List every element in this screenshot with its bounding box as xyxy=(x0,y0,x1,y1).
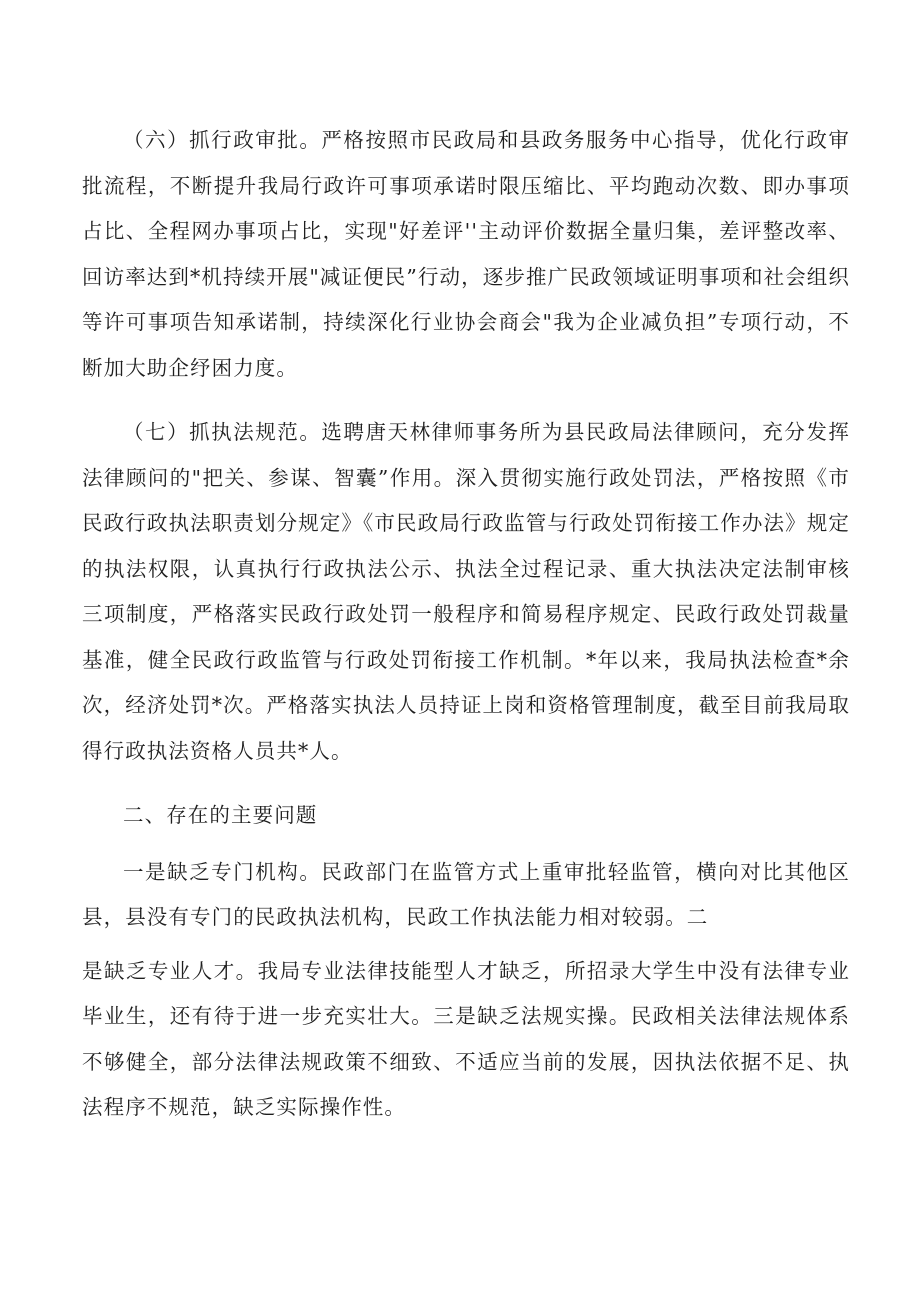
paragraph-issues-part-2: 是缺乏专业人才。我局专业法律技能型人才缺乏，所招录大学生中没有法律专业毕业生，还有待于进一步充实壮大。三是缺乏法规实操。民政相关法律法规体系不够健全，部分法律法规政策不细致、不适应当前的发展，因执法依据不足、执法程序不规范，缺乏实际操作性。 xyxy=(82,958,850,1119)
section-heading-main-problems: 二、存在的主要问题 xyxy=(123,803,318,827)
document-body xyxy=(82,118,850,1131)
paragraph-issues-part-1: 一是缺乏专门机构。民政部门在监管方式上重审批轻监管，横向对比其他区县，县没有专门的民政执法机构，民政工作执法能力相对较弱。二 xyxy=(82,859,850,929)
paragraph-section-7-law-enforcement: （七）抓执法规范。选聘唐天林律师事务所为县民政局法律顾问，充分发挥法律顾问的"把关、参谋、智囊”作用。深入贯彻实施行政处罚法，严格按照《市民政行政执法职责划分规定》《市民政局行政监管与行政处罚衔接工作办法》规定的执法权限，认真执行行政执法公示、执法全过程记录、重大执法决定法制审核三项制度，严格落实民政行政处罚一般程序和简易程序规定、民政行政处罚裁量基准，健全民政行政监管与行政处罚衔接工作机制。*年以来，我局执法检查*余次，经济处罚*次。严格落实执法人员持证上岗和资格管理制度，截至目前我局取得行政执法资格人员共*人。 xyxy=(82,420,850,763)
paragraph-section-6-administrative-approval: （六）抓行政审批。严格按照市民政局和县政务服务中心指导，优化行政审批流程，不断提升我局行政许可事项承诺时限压缩比、平均跑动次数、即办事项占比、全程网办事项占比，实现"好差评''主动评价数据全量归集，差评整改率、回访率达到*机持续开展"减证便民”行动，逐步推广民政领域证明事项和社会组织等许可事项告知承诺制，持续深化行业协会商会"我为企业减负担”专项行动，不断加大助企纾困力度。 xyxy=(82,128,850,380)
